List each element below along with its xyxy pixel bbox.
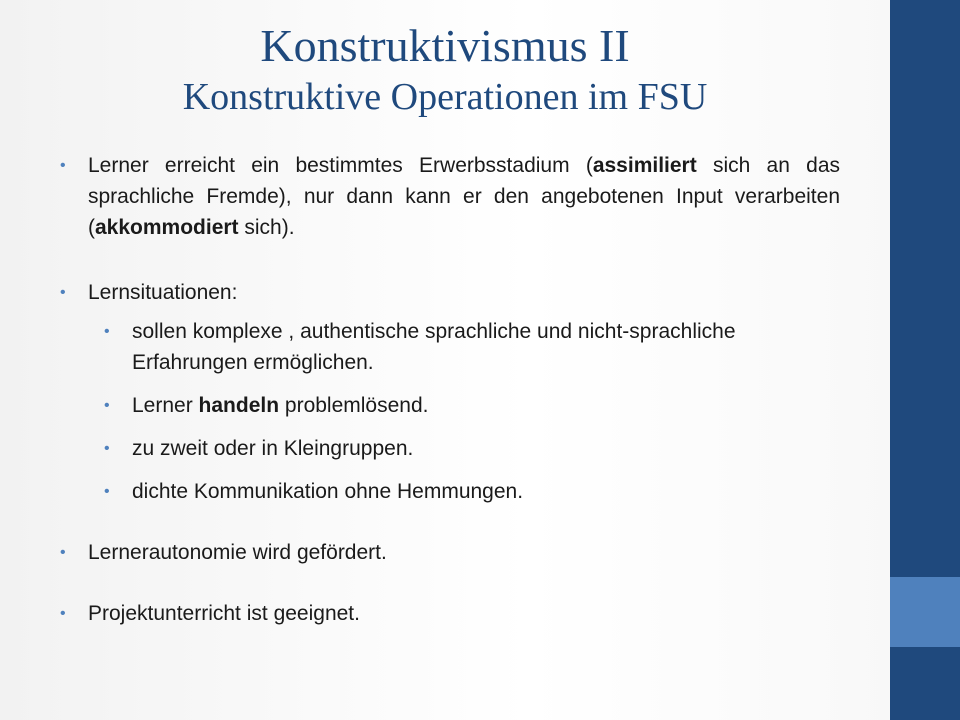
bullet-icon: •: [60, 157, 66, 174]
bullet-icon: •: [104, 323, 110, 340]
bullet-text: Lerner erreicht ein bestimmtes Erwerbsstadium (: [88, 154, 593, 177]
sub-bullet-text: Lerner: [132, 394, 199, 417]
bullet-lernsituationen: [60, 277, 840, 308]
bullet-text: Lernsituationen:: [88, 281, 238, 304]
sub-bullet-erfahrungen: [104, 316, 840, 378]
sidebar-decoration: [890, 0, 960, 720]
sub-bullet-kleingruppen: [104, 433, 840, 464]
sub-bullet-bold-term: handeln: [198, 394, 280, 417]
bullet-icon: •: [104, 440, 110, 457]
sub-bullet-text: sollen komplexe , authentische sprachliche und nicht-sprachliche Erfahrungen ermöglichen.: [132, 320, 736, 374]
slide-subtitle: Konstruktive Operationen im FSU: [182, 76, 708, 118]
bullet-projektunterricht: [60, 598, 840, 629]
bullet-erwerbsstadium: [60, 150, 840, 243]
bullet-text: Projektunterricht ist geeignet.: [88, 602, 360, 625]
bullet-text: sich an das sprachliche Fremde), nur dann kann er den angebotenen Input verarbeiten (: [88, 154, 840, 239]
sidebar-accent-block: [890, 577, 960, 647]
sub-bullet-text: dichte Kommunikation ohne Hemmungen.: [132, 480, 524, 503]
bullet-icon: •: [60, 284, 66, 301]
bullet-bold-term: assimiliert: [592, 154, 697, 177]
sub-bullet-text: zu zweit oder in Kleingruppen.: [132, 437, 414, 460]
sub-bullet-handeln: [104, 390, 840, 421]
slide-title: Konstruktivismus II: [260, 20, 630, 71]
bullet-text: Lernerautonomie wird gefördert.: [88, 541, 387, 564]
sub-bullet-kommunikation: [104, 476, 840, 507]
sub-bullet-list: [60, 316, 840, 507]
bullet-text: sich).: [238, 216, 295, 239]
bullet-icon: •: [104, 397, 110, 414]
bullet-icon: •: [60, 544, 66, 561]
bullet-bold-term: akkommodiert: [95, 216, 239, 239]
bullet-lernerautonomie: [60, 537, 840, 568]
slide-title-block: [0, 18, 890, 120]
bullet-icon: •: [104, 483, 110, 500]
bullet-icon: •: [60, 605, 66, 622]
slide-content: [60, 150, 840, 629]
sub-bullet-text: problemlösend.: [279, 394, 429, 417]
